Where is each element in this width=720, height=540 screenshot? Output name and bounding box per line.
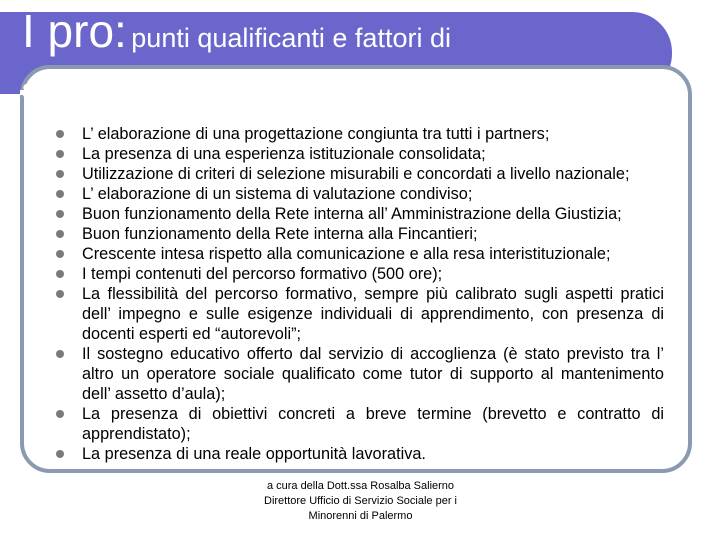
bullet-dot-icon [56,290,64,298]
slide-title [22,5,451,57]
list-item-text: Utilizzazione di criteri di selezione misurabili e concordati a livello nazionale; [82,165,630,183]
list-item [56,284,664,344]
bullet-dot-icon [56,410,64,418]
slide-title-line2: successo [22,74,135,104]
list-item [56,404,664,444]
footer-line: a cura della Dott.ssa Rosalba Salierno [266,480,455,492]
bullet-dot-icon [56,210,64,218]
bullet-dot-icon [56,230,64,238]
bullet-dot-icon [56,190,64,198]
list-item [56,244,664,264]
list-item-text: L’ elaborazione di un sistema di valutazione condiviso; [82,185,473,203]
bullet-dot-icon [56,130,64,138]
list-item [56,344,664,404]
list-item-text: I tempi contenuti del percorso formativo (500 ore); [82,265,443,283]
bullet-dot-icon [56,450,64,458]
list-item-text: Buon funzionamento della Rete interna all’ Amministrazione della Giustizia; [82,205,622,223]
list-item-text: La flessibilità del percorso formativo, sempre più calibrato sugli aspetti pratici dell’ impegno e sulle esigenze individuali di apprendimento, con presenza di docenti esperti ed “autorevoli”; [82,285,664,343]
list-item [56,264,664,284]
list-item [56,204,664,224]
list-item [56,224,664,244]
bullet-dot-icon [56,270,64,278]
bullet-dot-icon [56,170,64,178]
list-item-text: Buon funzionamento della Rete interna alla Fincantieri; [82,225,478,243]
list-item [56,144,664,164]
list-item-text: La presenza di una reale opportunità lavorativa. [82,445,426,463]
list-item-text: La presenza di obiettivi concreti a breve termine (brevetto e contratto di apprendistato); [82,405,664,443]
list-item-text: Il sostegno educativo offerto dal servizio di accoglienza (è stato previsto tra l’ altro un operatore sociale qualificato come tutor di supporto al mantenimento dell’ assetto d’aula); [82,345,664,403]
footer-line: Minorenni di Palermo [308,510,413,522]
bullet-dot-icon [56,250,64,258]
list-item [56,444,664,464]
footer-credit [238,479,483,524]
bullet-list [56,124,664,464]
list-item-text: La presenza di una esperienza istituzionale consolidata; [82,145,486,163]
footer-line: Direttore Ufficio di Servizio Sociale per i [264,495,457,507]
list-item [56,184,664,204]
bullet-dot-icon [56,350,64,358]
list-item [56,124,664,144]
slide-title-sub: punti qualificanti e fattori di [131,23,451,53]
bullet-dot-icon [56,150,64,158]
list-item [56,164,664,184]
list-item-text: Crescente intesa rispetto alla comunicazione e alla resa interistituzionale; [82,245,611,263]
list-item-text: L’ elaborazione di una progettazione congiunta tra tutti i partners; [82,125,550,143]
slide-title-main: I pro: [22,5,127,57]
